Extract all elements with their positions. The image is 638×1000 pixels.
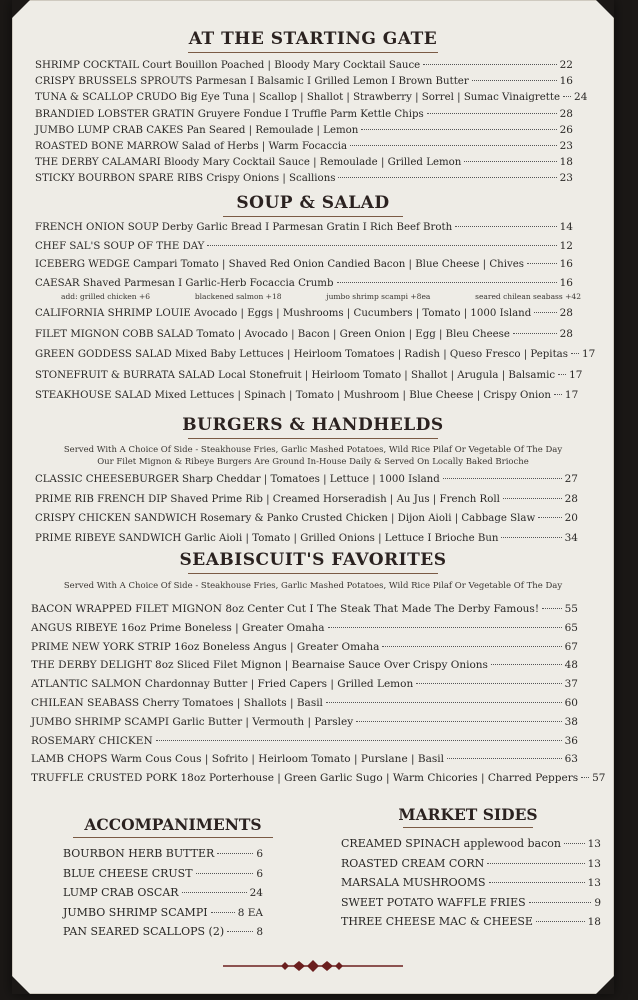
menu-item-price: 63 <box>564 753 578 766</box>
menu-item-price: 13 <box>587 877 601 889</box>
menu-item-price: 16 <box>559 75 573 88</box>
dot-leader <box>581 776 589 778</box>
dot-leader <box>529 901 592 903</box>
dot-leader <box>513 332 557 334</box>
dot-leader <box>527 262 557 264</box>
section-title-market-sides: MARKET SIDES <box>398 805 538 824</box>
menu-item-price: 36 <box>564 734 578 747</box>
menu-item-name: THE DERBY CALAMARI Bloody Mary Cocktail Sauce | Remoulade | Grilled Lemon <box>35 157 462 169</box>
menu-item-price: 55 <box>564 603 578 615</box>
dot-leader <box>534 311 556 313</box>
dot-leader <box>447 757 562 759</box>
menu-item-price: 27 <box>564 473 578 485</box>
menu-item-price: 28 <box>564 492 578 505</box>
menu-item <box>63 867 263 880</box>
menu-item-price: 28 <box>559 327 573 340</box>
addon-chicken: add: grilled chicken +6 <box>61 292 151 301</box>
menu-item-price: 23 <box>559 172 573 185</box>
menu-item-price: 60 <box>564 697 578 709</box>
menu-item-name: STONEFRUIT & BURRATA SALAD Local Stonefruit | Heirloom Tomato | Shallot | Arugula | Balsamic <box>35 369 556 381</box>
menu-item-price: 17 <box>569 368 583 381</box>
menu-item-price: 24 <box>249 887 263 899</box>
menu-item <box>31 603 578 615</box>
dot-leader <box>563 95 571 97</box>
menu-item-name: CREAMED SPINACH applewood bacon <box>341 837 561 850</box>
menu-item <box>63 886 263 899</box>
menu-item <box>341 876 601 889</box>
menu-item-price: 28 <box>559 107 573 120</box>
menu-item-price: 22 <box>559 59 573 71</box>
dot-leader <box>464 160 556 162</box>
dot-leader <box>489 881 585 883</box>
menu-item-name: CLASSIC CHEESEBURGER Sharp Cheddar | Tomatoes | Lettuce | 1000 Island <box>35 474 440 485</box>
menu-item-name: THREE CHEESE MAC & CHEESE <box>341 915 533 928</box>
dot-leader <box>558 373 566 375</box>
menu-item-name: FRENCH ONION SOUP Derby Garlic Bread I Parmesan Gratin I Rich Beef Broth <box>35 222 453 233</box>
menu-item <box>35 240 573 252</box>
menu-item <box>35 108 573 120</box>
menu-item-name: BRANDIED LOBSTER GRATIN Gruyere Fondue I Truffle Parm Kettle Chips <box>35 108 424 120</box>
menu-item-price: 18 <box>559 156 573 169</box>
menu-item-price: 65 <box>564 621 578 634</box>
dot-leader <box>182 891 247 893</box>
menu-item <box>35 368 583 381</box>
dot-leader <box>487 862 584 864</box>
addon-salmon: blackened salmon +18 <box>194 292 282 301</box>
dot-leader <box>356 720 561 722</box>
menu-item <box>63 906 263 919</box>
menu-item <box>35 328 573 340</box>
dot-leader <box>542 607 562 609</box>
dot-leader <box>503 497 562 499</box>
menu-item <box>63 847 263 860</box>
menu-item-name: CRISPY BRUSSELS SPROUTS Parmesan I Balsamic I Grilled Lemon I Brown Butter <box>35 76 469 88</box>
burgers-side-note: Served With A Choice Of Side - Steakhouse Fries, Garlic Mashed Potatoes, Wild Rice Pilaf Or Vegetable Of The Day <box>63 445 563 455</box>
section-divider <box>188 573 438 574</box>
menu-item <box>341 896 601 909</box>
dot-leader <box>472 79 557 81</box>
menu-item-name: SWEET POTATO WAFFLE FRIES <box>341 895 526 909</box>
menu-item-name: ICEBERG WEDGE Campari Tomato | Shaved Red Onion Candied Bacon | Blue Cheese | Chives <box>35 259 524 270</box>
dot-leader <box>571 352 579 354</box>
dot-leader <box>427 112 557 114</box>
menu-item-name: ROASTED BONE MARROW Salad of Herbs | Warm Focaccia <box>35 141 348 152</box>
menu-item-name: THE DERBY DELIGHT 8oz Sliced Filet Mignon | Bearnaise Sauce Over Crispy Onions <box>31 659 488 672</box>
menu-item-price: 24 <box>574 91 588 104</box>
menu-item-price: 9 <box>594 896 601 909</box>
menu-item-price: 26 <box>559 123 573 136</box>
dot-leader <box>538 516 561 518</box>
menu-item <box>35 75 573 87</box>
menu-item <box>341 857 601 870</box>
menu-item-name: JUMBO SHRIMP SCAMPI Garlic Butter | Vermouth | Parsley <box>31 715 354 728</box>
menu-item-price: 18 <box>587 916 601 928</box>
dot-leader <box>211 911 235 913</box>
menu-item <box>35 156 573 168</box>
menu-item-name: CHEF SAL'S SOUP OF THE DAY <box>35 240 205 252</box>
menu-item-name: LAMB CHOPS Warm Cous Cous | Sofrito | Heirloom Tomato | Purslane | Basil <box>31 753 444 766</box>
menu-item <box>31 735 578 747</box>
dot-leader <box>416 682 561 684</box>
menu-item-price: 17 <box>564 389 579 401</box>
menu-item <box>35 532 578 544</box>
menu-item-name: SHRIMP COCKTAIL Court Bouillon Poached | Bloody Mary Cocktail Sauce <box>35 60 421 71</box>
menu-item-name: STEAKHOUSE SALAD Mixed Lettuces | Spinach | Tomato | Mushroom | Blue Cheese | Crispy Onion <box>35 390 551 401</box>
menu-item-name: FILET MIGNON COBB SALAD Tomato | Avocado | Bacon | Green Onion | Egg | Bleu Cheese <box>35 328 510 340</box>
menu-item-price: 13 <box>587 838 601 850</box>
menu-item-name: TUNA & SCALLOP CRUDO Big Eye Tuna | Scallop | Shallot | Strawberry | Sorrel | Sumac Vinaigrette <box>35 92 561 104</box>
dot-leader <box>217 852 253 854</box>
menu-item-name: JUMBO SHRIMP SCAMPI <box>63 905 208 919</box>
section-title-favorites: SEABISCUIT'S FAVORITES <box>179 550 447 570</box>
menu-item-price: 6 <box>256 867 263 880</box>
menu-item <box>31 678 578 690</box>
dot-leader <box>350 144 557 146</box>
dot-leader <box>361 128 556 130</box>
salad-addons <box>61 292 581 301</box>
menu-item-name: BOURBON HERB BUTTER <box>63 847 215 860</box>
dot-leader <box>536 920 585 922</box>
menu-item-name: CHILEAN SEABASS Cherry Tomatoes | Shallots | Basil <box>31 697 323 709</box>
menu-item <box>35 473 578 485</box>
dot-leader <box>338 176 556 178</box>
menu-item <box>35 172 573 184</box>
menu-item <box>31 716 578 728</box>
menu-item-name: PRIME RIBEYE SANDWICH Garlic Aioli | Tomato | Grilled Onions | Lettuce I Brioche Bun <box>35 532 499 544</box>
menu-item-name: PRIME RIB FRENCH DIP Shaved Prime Rib | Creamed Horseradish | Au Jus | French Roll <box>35 493 500 505</box>
menu-item-price: 57 <box>592 772 606 785</box>
menu-item <box>35 348 596 360</box>
dot-leader <box>455 225 556 227</box>
addon-shrimp: jumbo shrimp scampi +8ea <box>326 292 431 301</box>
menu-item-name: STICKY BOURBON SPARE RIBS Crispy Onions | Scallions <box>35 173 336 185</box>
section-divider <box>188 52 438 53</box>
dot-leader <box>207 244 556 246</box>
menu-item-name: JUMBO LUMP CRAB CAKES Pan Seared | Remoulade | Lemon <box>35 124 359 136</box>
dot-leader <box>423 63 556 65</box>
menu-item-name: PRIME NEW YORK STRIP 16oz Boneless Angus | Greater Omaha <box>31 640 380 653</box>
dot-leader <box>564 842 585 844</box>
dot-leader <box>156 739 562 741</box>
menu-item-name: ROASTED CREAM CORN <box>341 856 485 870</box>
menu-item <box>63 925 263 938</box>
menu-item <box>35 493 578 505</box>
menu-item <box>31 697 578 709</box>
section-divider <box>188 438 438 439</box>
menu-item-price: 8 <box>256 926 263 938</box>
dot-leader <box>337 281 557 283</box>
section-title-starting-gate: AT THE STARTING GATE <box>188 29 438 49</box>
menu-item <box>35 91 588 104</box>
menu-item-name: CAESAR Shaved Parmesan I Garlic-Herb Focaccia Crumb <box>35 277 334 289</box>
menu-item-price: 16 <box>559 276 573 289</box>
menu-item-name: ROSEMARY CHICKEN <box>31 734 153 747</box>
dot-leader <box>501 536 561 538</box>
dot-leader <box>491 663 562 665</box>
dot-leader <box>196 872 254 874</box>
dot-leader <box>326 701 562 703</box>
dot-leader <box>554 393 562 395</box>
menu-item-name: CALIFORNIA SHRIMP LOUIE Avocado | Eggs | Mushrooms | Cucumbers | Tomato | 1000 Island <box>35 308 532 319</box>
menu-item-name: BLUE CHEESE CRUST <box>63 866 193 880</box>
menu-item <box>35 124 573 136</box>
menu-item <box>35 258 573 270</box>
dot-leader <box>328 626 562 628</box>
menu-item-price: 67 <box>564 640 578 653</box>
menu-item-name: TRUFFLE CRUSTED PORK 18oz Porterhouse | Green Garlic Sugo | Warm Chicories | Charred Peppers <box>31 772 579 785</box>
menu-item <box>31 753 578 765</box>
menu-item-price: 20 <box>564 512 578 524</box>
menu-item-price: 16 <box>559 258 573 270</box>
menu-item-price: 6 <box>256 848 263 860</box>
menu-item <box>35 221 573 233</box>
menu-item <box>31 641 578 653</box>
menu-item <box>31 659 578 671</box>
menu-item-price: 8 EA <box>237 906 263 919</box>
menu-item-name: MARSALA MUSHROOMS <box>341 876 486 889</box>
section-title-burgers: BURGERS & HANDHELDS <box>182 415 444 435</box>
dot-leader <box>382 645 561 647</box>
menu-item-price: 12 <box>559 239 573 252</box>
menu-item-price: 37 <box>564 678 578 691</box>
dot-leader <box>227 930 253 932</box>
menu-item-price: 23 <box>559 140 573 152</box>
menu-item-price: 14 <box>559 221 573 233</box>
menu-item-name: GREEN GODDESS SALAD Mixed Baby Lettuces | Heirloom Tomatoes | Radish | Queso Fresco | Pepitas <box>35 349 568 360</box>
menu-item-price: 13 <box>587 857 601 870</box>
menu-item <box>35 389 579 401</box>
menu-item-name: CRISPY CHICKEN SANDWICH Rosemary & Panko Crusted Chicken | Dijon Aioli | Cabbage Slaw <box>35 513 536 524</box>
burgers-brioche-note: Our Filet Mignon & Ribeye Burgers Are Ground In-House Daily & Served On Locally Baked Brioche <box>97 457 529 467</box>
menu-item-name: PAN SEARED SCALLOPS (2) <box>63 925 225 938</box>
menu-item <box>31 772 606 785</box>
menu-item-price: 48 <box>564 659 578 672</box>
section-divider <box>223 216 403 217</box>
section-divider <box>403 827 533 828</box>
section-title-accompaniments: ACCOMPANIMENTS <box>84 815 262 834</box>
menu-item-name: BACON WRAPPED FILET MIGNON 8oz Center Cut I The Steak That Made The Derby Famous! <box>31 603 540 615</box>
menu-item <box>31 622 578 634</box>
menu-item-name: LUMP CRAB OSCAR <box>63 886 179 899</box>
favorites-side-note: Served With A Choice Of Side - Steakhouse Fries, Garlic Mashed Potatoes, Wild Rice Pilaf Or Vegetable Of The Day <box>63 581 563 591</box>
menu-item-name: ATLANTIC SALMON Chardonnay Butter | Fried Capers | Grilled Lemon <box>31 678 414 691</box>
bottom-ornament <box>223 959 403 973</box>
menu-item-price: 28 <box>559 307 573 319</box>
addon-seabass: seared chilean seabass +42 <box>475 292 581 301</box>
menu-item-name: ANGUS RIBEYE 16oz Prime Boneless | Greater Omaha <box>31 621 325 634</box>
dot-leader <box>443 477 562 479</box>
menu-item <box>35 59 573 71</box>
menu-item-price: 38 <box>564 715 578 728</box>
section-divider <box>73 837 273 838</box>
menu-item <box>341 837 601 850</box>
menu-item-price: 34 <box>564 531 578 544</box>
menu-card <box>12 0 614 994</box>
menu-item <box>341 915 601 928</box>
section-title-soup-salad: SOUP & SALAD <box>236 193 390 213</box>
menu-item <box>35 277 573 289</box>
menu-item <box>35 307 573 319</box>
menu-item <box>35 512 578 524</box>
menu-item-price: 17 <box>581 348 596 360</box>
menu-item <box>35 140 573 152</box>
